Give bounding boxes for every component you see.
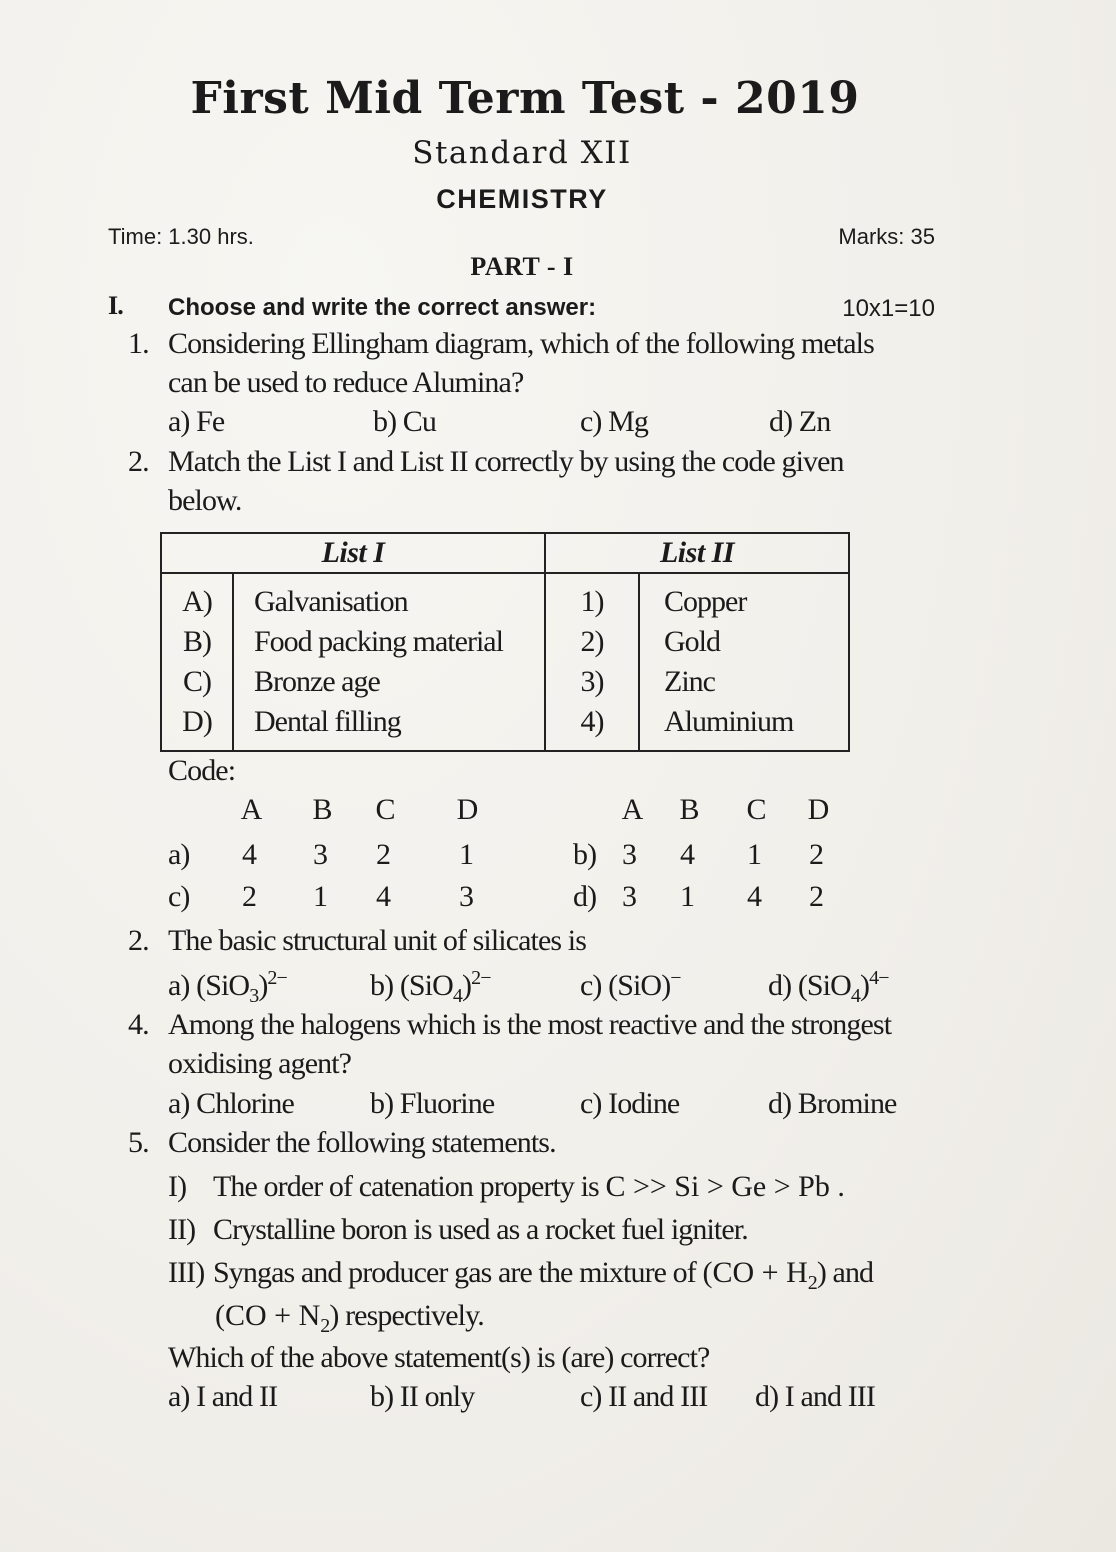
q3-option-a	[168, 967, 287, 1007]
q4-number: 4.	[128, 1008, 149, 1041]
subject-label: CHEMISTRY	[436, 184, 608, 214]
code-value: 4	[679, 838, 695, 871]
list1-item: Galvanisation	[233, 573, 545, 622]
formula: C >> Si > Ge > Pb .	[605, 1170, 845, 1203]
code-header-c: C	[746, 793, 766, 826]
q5-question: Which of the above statement(s) is (are) correct?	[168, 1341, 710, 1374]
list2-label: 3)	[545, 662, 639, 702]
list1-item: Food packing material	[233, 622, 545, 662]
statement-3	[213, 1256, 874, 1294]
page-title: First Mid Term Test - 2019	[190, 73, 860, 124]
list1-label: B)	[183, 625, 211, 658]
formula-subscript: 3	[249, 985, 259, 1007]
section-number: I.	[108, 291, 123, 320]
formula-superscript: 2−	[267, 967, 287, 989]
statement-text: Syngas and producer gas are the mixture of	[213, 1256, 696, 1289]
code-value: 3	[621, 838, 637, 871]
table-row	[161, 662, 849, 702]
code-value: 4	[241, 838, 257, 871]
statement-3-cont	[215, 1299, 484, 1337]
code-value: 1	[679, 880, 695, 913]
code-header-a: A	[621, 793, 643, 826]
formula-superscript: −	[670, 967, 681, 989]
code-value: 2	[808, 880, 824, 913]
section-marks: 10x1=10	[842, 295, 935, 322]
code-header-b: B	[312, 793, 332, 826]
code-value: 2	[808, 838, 824, 871]
q1-option-c: c) Mg	[580, 405, 648, 438]
formula: )	[329, 1299, 339, 1332]
q1-option-a: a) Fe	[168, 405, 225, 438]
formula-superscript: 2−	[471, 967, 491, 989]
option-label: d)	[768, 969, 792, 1002]
time-label: Time: 1.30 hrs.	[108, 224, 254, 249]
marks-label: Marks: 35	[838, 224, 935, 249]
q5-option-c: c) II and III	[580, 1380, 708, 1413]
code-header-b: B	[679, 793, 699, 826]
statement-1	[213, 1170, 845, 1204]
q4-option-b: b) Fluorine	[370, 1087, 495, 1120]
list1-header: List I	[161, 533, 545, 573]
q5-option-b: b) II only	[370, 1380, 475, 1413]
q4-option-c: c) Iodine	[580, 1087, 680, 1120]
list2-item: Copper	[639, 573, 849, 622]
code-label: Code:	[168, 754, 236, 787]
q5-number: 5.	[128, 1126, 149, 1159]
table-row	[161, 573, 849, 622]
code-option-b-label: b)	[573, 838, 597, 871]
match-table	[160, 532, 850, 752]
section-instruction: Choose and write the correct answer:	[168, 294, 597, 321]
q1-text-line1: Considering Ellingham diagram, which of the following metals	[168, 327, 874, 360]
list2-label: 2)	[545, 622, 639, 662]
q5-option-d: d) I and III	[755, 1380, 875, 1413]
code-value: 4	[746, 880, 762, 913]
code-header-d: D	[456, 793, 478, 826]
q3-option-c	[580, 969, 681, 1003]
q5-option-a: a) I and II	[168, 1380, 278, 1413]
q4-option-a: a) Chlorine	[168, 1087, 294, 1120]
q5-text: Consider the following statements.	[168, 1126, 556, 1159]
code-value: 2	[241, 880, 257, 913]
code-value: 3	[458, 880, 474, 913]
statement-text: The order of catenation property is	[213, 1170, 599, 1203]
standard-label: Standard XII	[412, 135, 632, 171]
part-heading: PART - I	[470, 252, 574, 281]
q3-option-d	[768, 967, 889, 1007]
formula: (SiO)	[608, 969, 671, 1002]
code-value: 1	[746, 838, 762, 871]
formula: (SiO	[399, 969, 453, 1002]
q4-text-line2: oxidising agent?	[168, 1047, 352, 1080]
formula: (SiO	[196, 969, 250, 1002]
statement-text: respectively.	[345, 1299, 484, 1332]
formula-subscript: 2	[320, 1315, 330, 1337]
formula-subscript: 4	[850, 985, 860, 1007]
formula: )	[816, 1256, 826, 1289]
code-value: 1	[458, 838, 474, 871]
list1-item: Dental filling	[233, 702, 545, 751]
statement-1-label: I)	[168, 1170, 187, 1203]
q1-text-line2: can be used to reduce Alumina?	[168, 366, 524, 399]
option-label: a)	[168, 969, 190, 1002]
formula: (SiO	[797, 969, 851, 1002]
q3-text: The basic structural unit of silicates is	[168, 924, 586, 957]
formula: (CO + H	[702, 1256, 808, 1289]
list2-item: Aluminium	[639, 702, 849, 751]
list2-label: 4)	[545, 702, 639, 751]
option-label: b)	[370, 969, 394, 1002]
statement-2: Crystalline boron is used as a rocket fuel igniter.	[213, 1213, 748, 1246]
code-value: 3	[312, 838, 328, 871]
code-header-a: A	[240, 793, 262, 826]
list2-item: Gold	[639, 622, 849, 662]
list1-label: C)	[183, 665, 211, 698]
table-row	[161, 622, 849, 662]
list1-label: A)	[182, 585, 212, 618]
formula-subscript: 2	[807, 1272, 817, 1294]
q4-option-d: d) Bromine	[768, 1087, 897, 1120]
code-value: 4	[375, 880, 391, 913]
statement-2-label: II)	[168, 1213, 196, 1246]
q1-number: 1.	[128, 327, 149, 360]
code-option-c-label: c)	[168, 880, 190, 913]
code-value: 1	[312, 880, 328, 913]
formula: )	[462, 969, 472, 1002]
code-value: 3	[621, 880, 637, 913]
list1-item: Bronze age	[233, 662, 545, 702]
q2-number: 2.	[128, 445, 149, 478]
code-header-d: D	[807, 793, 829, 826]
list1-label: D)	[182, 705, 212, 738]
formula: (CO + N	[215, 1299, 321, 1332]
statement-text: and	[832, 1256, 874, 1289]
code-option-a-label: a)	[168, 838, 190, 871]
list2-header: List II	[545, 533, 849, 573]
formula: )	[860, 969, 870, 1002]
q2-text-line1: Match the List I and List II correctly by using the code given	[168, 445, 844, 478]
match-table-header	[161, 533, 849, 573]
q3-option-b	[370, 967, 491, 1007]
q2-text-line2: below.	[168, 484, 242, 517]
list2-label: 1)	[545, 573, 639, 622]
q1-option-b: b) Cu	[373, 405, 437, 438]
q4-text-line1: Among the halogens which is the most reactive and the strongest	[168, 1008, 892, 1041]
formula-subscript: 4	[452, 985, 462, 1007]
code-option-d-label: d)	[573, 880, 597, 913]
table-row	[161, 702, 849, 751]
code-value: 2	[375, 838, 391, 871]
q3-number: 2.	[128, 924, 149, 957]
formula: )	[258, 969, 268, 1002]
q1-option-d: d) Zn	[769, 405, 831, 438]
code-header-c: C	[375, 793, 395, 826]
formula-superscript: 4−	[869, 967, 889, 989]
list2-item: Zinc	[639, 662, 849, 702]
option-label: c)	[580, 969, 602, 1002]
statement-3-label: III)	[168, 1256, 205, 1289]
